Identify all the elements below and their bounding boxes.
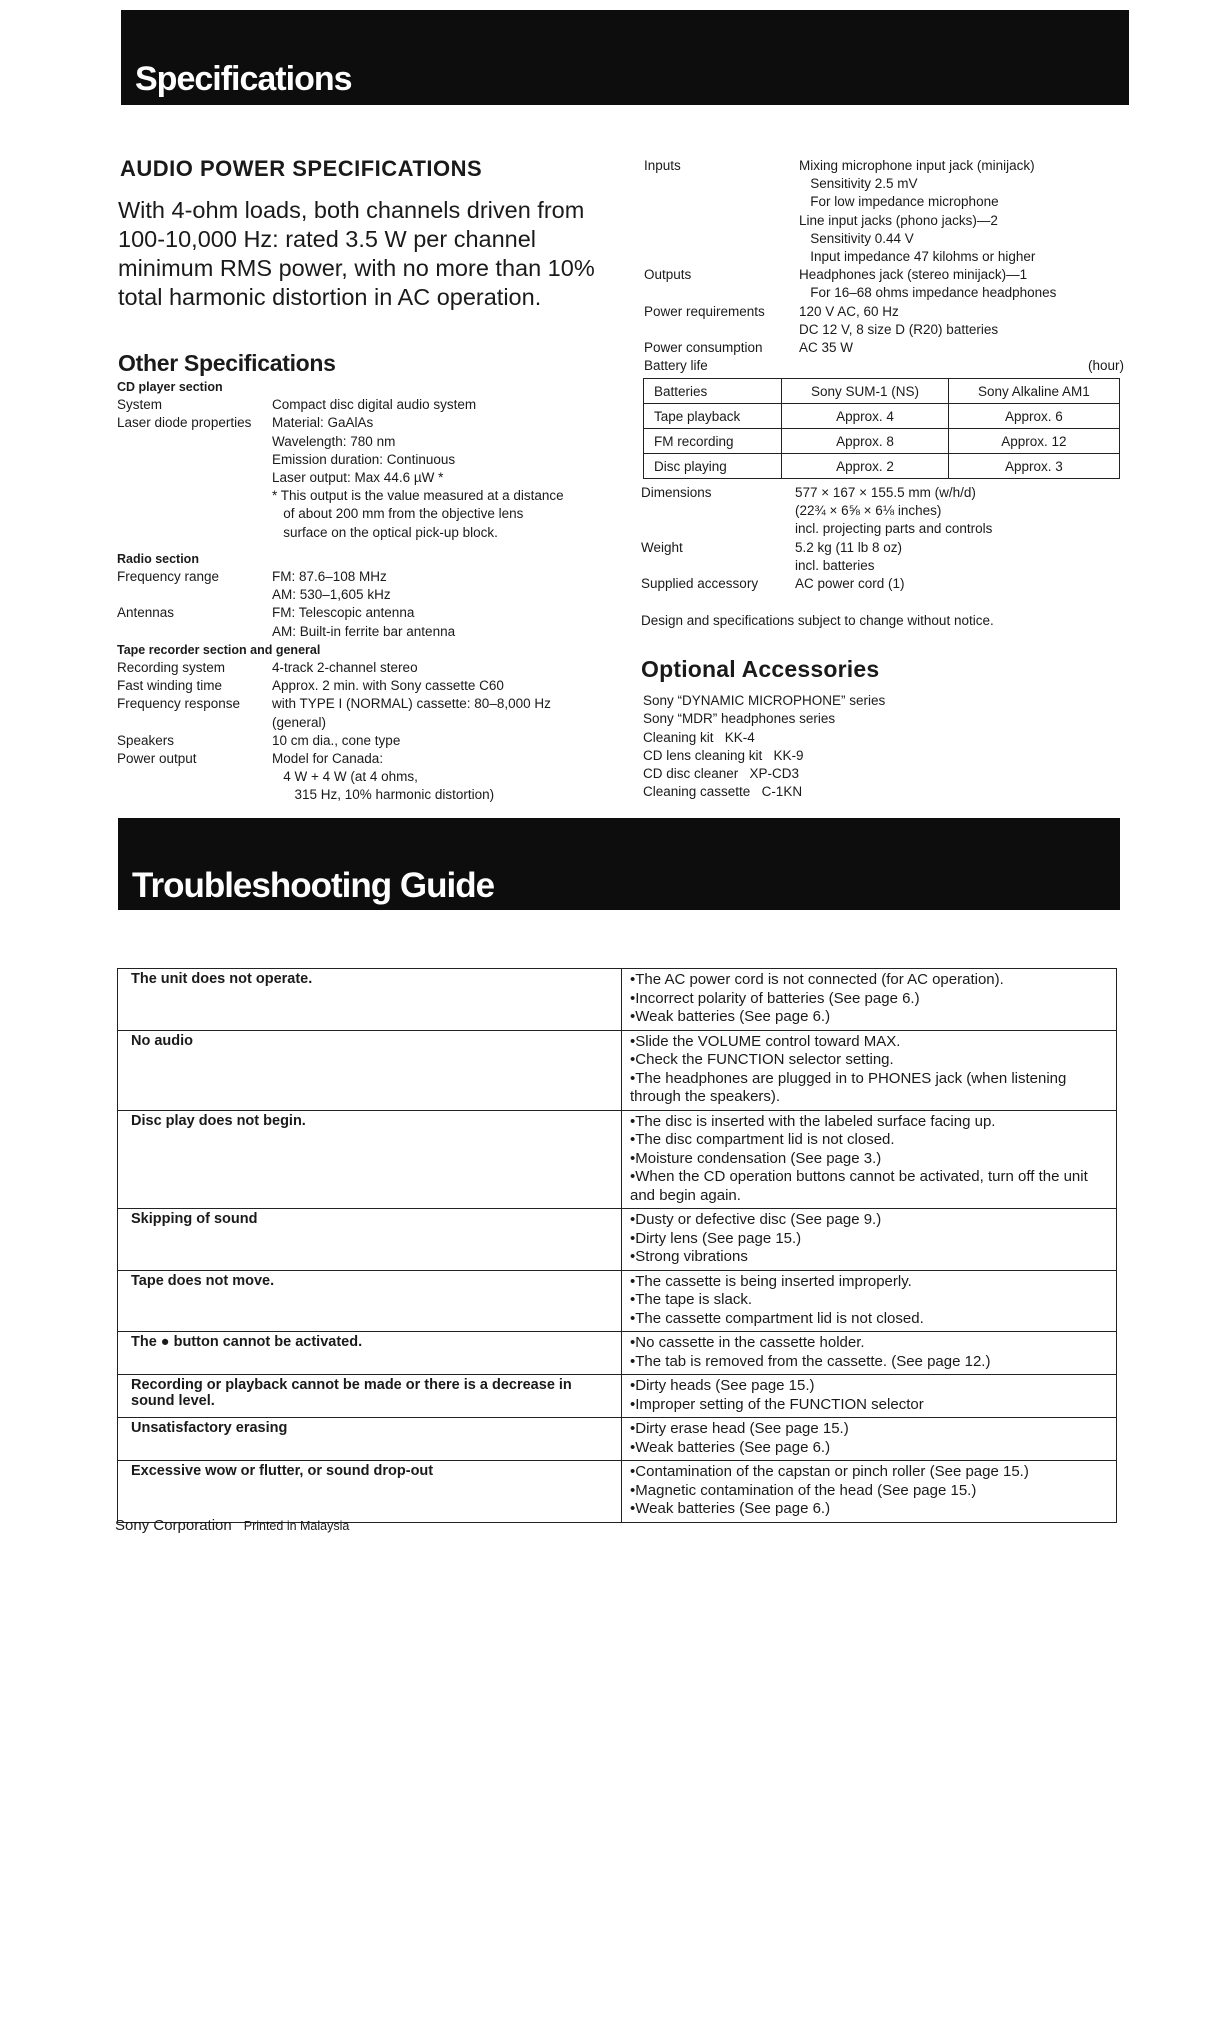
spec-label: Outputs (644, 267, 692, 283)
spec-value: Emission duration: Continuous (272, 451, 456, 467)
battery-table-cell: Approx. 12 (948, 429, 1119, 454)
specifications-title: Specifications (135, 60, 352, 98)
optional-accessory-item: Sony “MDR” headphones series (643, 711, 836, 727)
spec-value: of about 200 mm from the objective lens (272, 506, 524, 522)
remedy-item: • Weak batteries (See page 6.) (630, 1500, 1106, 1519)
remedy-item: • The disc compartment lid is not closed. (630, 1131, 1106, 1150)
remedy-item: • Dusty or defective disc (See page 9.) (630, 1211, 1106, 1230)
remedy-item: • The AC power cord is not connected (for AC operation). (630, 971, 1106, 990)
spec-label: Recording system (117, 660, 226, 675)
battery-table-cell: Approx. 8 (782, 429, 948, 454)
spec-value: FM: 87.6–108 MHz (272, 569, 387, 584)
spec-value: Model for Canada: (272, 751, 384, 766)
spec-label: Supplied accessory (641, 576, 759, 591)
spec-value: Headphones jack (stereo minijack)—1 (799, 267, 1028, 283)
audio-power-heading: AUDIO POWER SPECIFICATIONS (120, 156, 483, 181)
spec-value: Compact disc digital audio system (272, 397, 477, 413)
remedy-cell (622, 969, 1117, 1031)
right-spec-list-2 (641, 484, 1122, 594)
remedy-cell (622, 1418, 1117, 1461)
spec-value: AM: 530–1,605 kHz (272, 587, 391, 603)
spec-value: Mixing microphone input jack (minijack) (799, 158, 1035, 173)
spec-label: Battery life (644, 358, 708, 374)
battery-table-cell: Disc playing (644, 454, 782, 479)
spec-value: AM: Built-in ferrite bar antenna (272, 623, 456, 639)
battery-table-cell: Approx. 3 (948, 454, 1119, 479)
spec-section-heading: Radio section (117, 551, 199, 566)
problem-cell: No audio (118, 1030, 622, 1110)
battery-table-header (644, 379, 1120, 404)
problem-cell: Tape does not move. (118, 1270, 622, 1332)
spec-value: For low impedance microphone (799, 194, 999, 210)
spec-value: Sensitivity 0.44 V (799, 230, 914, 246)
remedy-item: • Moisture condensation (See page 3.) (630, 1150, 1106, 1169)
remedy-item: • Slide the VOLUME control toward MAX. (630, 1033, 1106, 1052)
troubleshooting-table (117, 968, 1117, 1523)
remedy-item: • Dirty erase head (See page 15.) (630, 1420, 1106, 1439)
spec-label: Laser diode properties (117, 415, 252, 431)
troubleshooting-row (118, 969, 1117, 1031)
problem-cell: Recording or playback cannot be made or there is a decrease in sound level. (118, 1375, 622, 1418)
battery-table-cell: Tape playback (644, 404, 782, 429)
spec-label: Power output (117, 751, 197, 766)
footer-company: Sony Corporation (115, 1517, 232, 1534)
remedy-item: • The headphones are plugged in to PHONES jack (when listening through the speakers). (630, 1070, 1106, 1107)
remedy-item: • Strong vibrations (630, 1248, 1106, 1267)
spec-label: Frequency response (117, 696, 241, 712)
design-note: Design and specifications subject to change without notice. (641, 613, 994, 628)
spec-label: Frequency range (117, 569, 220, 584)
spec-value: incl. batteries (795, 557, 875, 573)
spec-value: 4 W + 4 W (at 4 ohms, (272, 769, 418, 785)
troubleshooting-row (118, 1461, 1117, 1523)
spec-value: incl. projecting parts and controls (795, 521, 993, 537)
spec-value: surface on the optical pick-up block. (272, 524, 498, 540)
left-spec-list (117, 378, 637, 803)
battery-table-cell: FM recording (644, 429, 782, 454)
problem-cell: Unsatisfactory erasing (118, 1418, 622, 1461)
remedy-item: • The cassette is being inserted improperly. (630, 1273, 1106, 1292)
spec-label: Dimensions (641, 485, 712, 500)
spec-value: * This output is the value measured at a distance (272, 488, 564, 504)
remedy-item: • When the CD operation buttons cannot be activated, turn off the unit and begin again. (630, 1168, 1106, 1205)
spec-value: with TYPE I (NORMAL) cassette: 80–8,000 Hz (272, 696, 551, 712)
optional-accessory-item: Cleaning kit KK-4 (643, 729, 755, 745)
battery-table-cell: Approx. 4 (782, 404, 948, 429)
optional-accessory-item: Sony “DYNAMIC MICROPHONE” series (643, 693, 886, 708)
spec-value: Approx. 2 min. with Sony cassette C60 (272, 678, 504, 694)
troubleshooting-row (118, 1209, 1117, 1271)
spec-value: FM: Telescopic antenna (272, 605, 415, 621)
spec-value: DC 12 V, 8 size D (R20) batteries (799, 321, 999, 337)
problem-cell: Disc play does not begin. (118, 1110, 622, 1209)
optional-accessory-item: CD lens cleaning kit KK-9 (643, 747, 804, 763)
footer-printed: Printed in Malaysia (243, 1519, 350, 1533)
remedy-item: • The tape is slack. (630, 1291, 1106, 1310)
battery-table-cell: Sony Alkaline AM1 (948, 379, 1119, 404)
remedy-item: • Contamination of the capstan or pinch roller (See page 15.) (630, 1463, 1106, 1482)
spec-value: (general) (272, 714, 327, 730)
spec-value: AC 35 W (799, 340, 854, 355)
remedy-item: • Check the FUNCTION selector setting. (630, 1051, 1106, 1070)
remedy-cell (622, 1461, 1117, 1523)
problem-cell: Excessive wow or flutter, or sound drop-out (118, 1461, 622, 1523)
battery-table-cell: Batteries (644, 379, 782, 404)
spec-value: Line input jacks (phono jacks)—2 (799, 212, 998, 228)
remedy-cell (622, 1209, 1117, 1271)
optional-accessories-list (643, 692, 1043, 802)
spec-value: 120 V AC, 60 Hz (799, 303, 899, 319)
spec-value: AC power cord (1) (795, 576, 905, 591)
spec-value: 577 × 167 × 155.5 mm (w/h/d) (795, 485, 976, 500)
spec-label: System (117, 397, 163, 413)
remedy-item: • Improper setting of the FUNCTION selector (630, 1396, 1106, 1415)
troubleshooting-row (118, 1110, 1117, 1209)
footer (115, 1517, 349, 1534)
troubleshooting-row (118, 1270, 1117, 1332)
spec-label: Weight (641, 539, 683, 555)
remedy-item: • Dirty lens (See page 15.) (630, 1230, 1106, 1249)
spec-value: (22¾ × 6⅝ × 6⅛ inches) (795, 503, 942, 519)
right-spec-list (644, 157, 1125, 374)
spec-value: Laser output: Max 44.6 µW * (272, 470, 444, 485)
battery-table-cell: Approx. 2 (782, 454, 948, 479)
other-specifications-heading: Other Specifications (118, 350, 336, 376)
spec-section-heading: Tape recorder section and general (117, 642, 321, 657)
troubleshooting-row (118, 1332, 1117, 1375)
battery-table-cell: Approx. 6 (948, 404, 1119, 429)
troubleshooting-row (118, 1375, 1117, 1418)
spec-value: 4-track 2-channel stereo (272, 660, 418, 675)
battery-table-row (644, 454, 1120, 479)
spec-label: Antennas (117, 605, 175, 621)
battery-table-row (644, 404, 1120, 429)
problem-cell: Skipping of sound (118, 1209, 622, 1271)
spec-label: Fast winding time (117, 678, 223, 694)
remedy-item: • Incorrect polarity of batteries (See page 6.) (630, 990, 1106, 1009)
spec-label: Power requirements (644, 303, 765, 319)
troubleshooting-banner (118, 818, 1120, 910)
problem-cell: The ● button cannot be activated. (118, 1332, 622, 1375)
remedy-item: • Dirty heads (See page 15.) (630, 1377, 1106, 1396)
remedy-cell (622, 1332, 1117, 1375)
spec-value: Wavelength: 780 nm (272, 433, 396, 449)
optional-accessory-item: CD disc cleaner XP-CD3 (643, 766, 800, 782)
spec-value: For 16–68 ohms impedance headphones (799, 285, 1057, 301)
remedy-cell (622, 1110, 1117, 1209)
optional-accessories-heading: Optional Accessories (641, 656, 880, 682)
battery-table-cell: Sony SUM-1 (NS) (782, 379, 948, 404)
troubleshooting-row (118, 1418, 1117, 1461)
remedy-item: • Weak batteries (See page 6.) (630, 1439, 1106, 1458)
troubleshooting-row (118, 1030, 1117, 1110)
spec-label: Power consumption (644, 340, 763, 355)
battery-table-row (644, 429, 1120, 454)
audio-power-text: With 4-ohm loads, both channels driven from 100-10,000 Hz: rated 3.5 W per channel minimum RMS power, with no more than 10% total harmonic distortion in AC operation. (118, 197, 595, 310)
specifications-banner (121, 10, 1129, 105)
remedy-item: • No cassette in the cassette holder. (630, 1334, 1106, 1353)
spec-section-heading: CD player section (117, 380, 223, 394)
spec-value: 315 Hz, 10% harmonic distortion) (272, 787, 495, 803)
battery-life-table (643, 378, 1120, 479)
remedy-item: • The cassette compartment lid is not closed. (630, 1310, 1106, 1329)
spec-value: Input impedance 47 kilohms or higher (799, 249, 1036, 264)
remedy-item: • Magnetic contamination of the head (See page 15.) (630, 1482, 1106, 1501)
troubleshooting-title: Troubleshooting Guide (132, 866, 495, 905)
optional-accessory-item: Cleaning cassette C-1KN (643, 784, 803, 800)
remedy-cell (622, 1030, 1117, 1110)
remedy-cell (622, 1375, 1117, 1418)
spec-value: Sensitivity 2.5 mV (799, 176, 918, 192)
remedy-item: • The disc is inserted with the labeled surface facing up. (630, 1113, 1106, 1132)
spec-value: Material: GaAlAs (272, 415, 374, 431)
remedy-cell (622, 1270, 1117, 1332)
spec-value: 10 cm dia., cone type (272, 732, 401, 748)
spec-label: Inputs (644, 158, 681, 173)
battery-life-unit: (hour) (1088, 358, 1125, 373)
remedy-item: • The tab is removed from the cassette. (See page 12.) (630, 1353, 1106, 1372)
spec-value: 5.2 kg (11 lb 8 oz) (795, 539, 903, 555)
problem-cell: The unit does not operate. (118, 969, 622, 1031)
remedy-item: • Weak batteries (See page 6.) (630, 1008, 1106, 1027)
spec-label: Speakers (117, 732, 175, 748)
